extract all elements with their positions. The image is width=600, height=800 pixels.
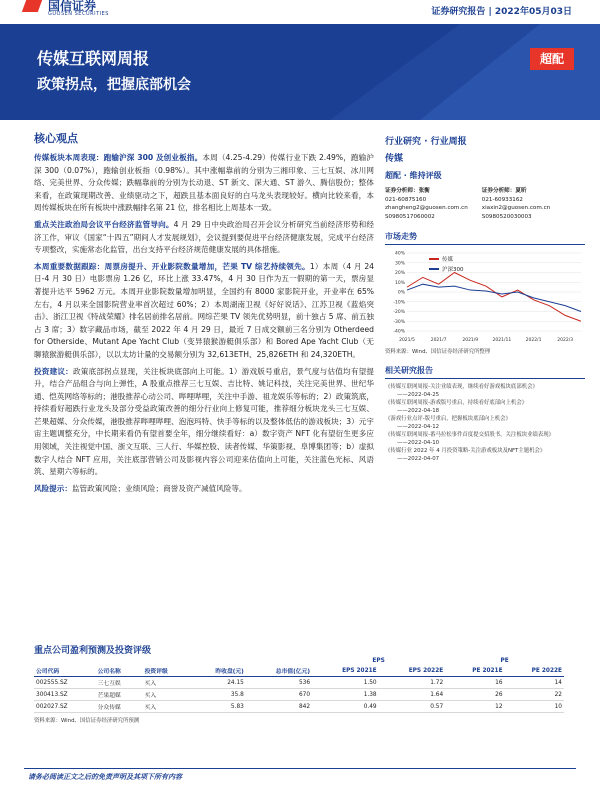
series-line-沪深300 [407,285,581,312]
analyst-email[interactable]: xiaxin2@guosen.com.cn [481,205,551,212]
related-report-title: 《传媒互联网周报-关注业绩表现，继续看好游戏板块底部机会》 [385,384,538,391]
report-type: 证券研究报告 [431,7,486,17]
related-report-date: ——2022-04-12 [397,424,440,431]
table-cell: 买入 [143,701,190,713]
y-tick-label: 40% [394,251,405,257]
x-tick-label: 2022/1 [525,338,542,344]
table-cell: 14 [505,677,564,689]
column-header: EPS 2022E [379,665,446,677]
legend-item [429,265,464,273]
column-header: PE 2022E [505,665,564,677]
table-cell: 0.57 [379,701,446,713]
column-header: 公司代码 [34,665,96,677]
series-line-传媒 [407,273,581,322]
related-report-date: ——2022-04-25 [397,392,440,399]
logo-subtitle: GUOSEN SECURITIES [48,11,109,17]
logo-mark [22,0,42,12]
column-header: EPS 2021E [312,665,379,677]
paragraph-data-tracking [34,261,374,362]
banner-decoration [0,24,600,120]
legend-label: 沪深300 [442,267,464,274]
table-cell: 002555.SZ [34,677,96,689]
table-cell: 35.8 [190,689,246,701]
table-cell: 300413.SZ [34,689,96,701]
logo-text: 国信证券 [48,0,97,13]
table-cell: 芒果超媒 [96,689,143,701]
column-header: PE 2021E [445,665,504,677]
group-pe: PE [500,658,509,664]
table-cell: 26 [445,689,504,701]
analyst-card [385,187,468,221]
footer-disclaimer: 请务必阅读正文之后的免责声明及其项下所有内容 [28,773,182,781]
title-banner [0,24,600,120]
table-cell: 1.64 [379,689,446,701]
related-report-date: ——2022-04-10 [397,440,440,447]
paragraph-lead: 风险提示： [34,483,72,493]
y-tick-label: 30% [394,261,405,267]
table-cell: 1.50 [312,677,379,689]
table-cell: 16 [445,677,504,689]
column-header: 公司名称 [96,665,143,677]
analyst-list [385,187,585,221]
related-report[interactable] [385,415,585,431]
table-row [34,701,564,713]
analyst-name: 证券分析师：张衡 [385,188,430,194]
related-report-date: ——2022-04-07 [397,456,440,463]
report-subtitle: 政策拐点，把握底部机会 [37,77,191,93]
table-row [34,677,564,689]
y-tick-label: -30% [393,320,405,326]
paragraph-performance [34,152,374,215]
x-tick-label: 2021/9 [462,338,479,344]
related-reports-title: 相关研究报告 [385,365,585,379]
forecast-table [34,657,564,713]
table-row [34,689,564,701]
y-tick-label: 10% [394,281,405,287]
table-cell: 12 [445,701,504,713]
table-cell: 买入 [143,689,190,701]
page-header [0,0,600,22]
table-cell: 0.49 [312,701,379,713]
column-header: 总市值(亿元) [246,665,312,677]
x-tick-label: 2022/3 [557,338,574,344]
analyst-email[interactable]: zhangheng2@guosen.com.cn [385,205,468,212]
sector-rating: 超配 · 维持评级 [385,171,442,180]
related-report-title: 《传媒行业 2022 年 4 月投资策略-关注游戏板块及NFT主题机会》 [385,448,546,455]
section-title: 核心观点 [34,132,78,145]
related-reports-list [385,383,585,463]
table-cell: 1.72 [379,677,446,689]
paragraph-body: 本周（4.25-4.29）传媒行业下跌 2.49%，跑输沪深 300（0.07%），跑输创业板指（0.98%）。其中涨幅靠前的分别为三湘印象、三七互娱、冰川网络、完美世界、分众传媒；跌幅靠前的分别为长动退、ST 新文、深大通、ST 游久、腾信股份；整体来看，在政策现期改善、业绩驱动之下，超跌且基本面良好的白马龙头表现较好。横向比较来看，本周传媒板块在所有板块中涨跌幅排名第 21 位，排名相比上周基本一致。 [34,153,375,213]
chart-source: 资料来源：Wind、国信证券经济研究所整理 [385,349,491,356]
report-category: 行业研究 · 行业周报 [385,137,467,147]
table-cell: 670 [246,689,312,701]
main-content [34,130,374,499]
analyst-cert: S0980517060002 [385,213,435,220]
market-trend-chart [385,249,585,345]
paragraph-lead: 投资建议： [34,366,73,376]
y-tick-label: -10% [393,300,405,306]
legend-label: 传媒 [442,257,454,264]
related-report[interactable] [385,399,585,415]
table-header [34,665,564,677]
table-source: 资料来源：Wind、国信证券经济研究所预测 [34,718,140,724]
legend-swatch [429,268,439,270]
table-cell: 1.38 [312,689,379,701]
table-cell: 002027.SZ [34,701,96,713]
paragraph-lead: 本周重要数据跟踪：周票房提升、开业影院数量增加，芒果 TV 综艺持续领先。 [34,261,310,271]
chart-legend [429,255,464,275]
y-tick-label: 20% [394,271,405,277]
paragraph-body: 监管政策风险；业绩风险；商誉及资产减值风险等。 [71,483,247,493]
group-eps: EPS [372,658,385,664]
legend-swatch [429,258,439,260]
related-report-date: ——2022-04-18 [397,408,440,415]
table-group-header [34,657,564,665]
chart-svg [385,249,585,345]
x-tick-label: 2021/7 [430,338,447,344]
paragraph-body: 4 月 29 日中央政治局召开会议分析研究当前经济形势和经济工作，审议《国家“十四五”期间人才发展规划》，会议提到要促进平台经济健康发展，完成平台经济专项整改，实施常态化监管，出台支持平台经济规范健康发展的具体措施。 [34,219,375,255]
market-trend-title: 市场走势 [385,231,585,245]
column-header: 投资评级 [143,665,190,677]
related-report-title: 《游戏行业点评-版号重启，把握板块底部向上机会》 [385,416,511,423]
paragraph-policy [34,219,374,257]
paragraph-body: 政策底部拐点显现，关注板块底部向上可能。1）游戏版号重启，景气度与估值均有望提升，结合产品组合与向上弹性，A 股重点推荐三七互娱、吉比特、姚记科技，关注完美世界、世纪华通、恺英网络等标的；港股推荐心动公司、哔哩哔哩，关注中手游、祖龙娱乐等标的；2）政策筑底，持续看好超跌行业龙头及部分受益政策改善的细分行业向上修复可能，推荐细分板块龙头三七互娱、芒果超媒、分众传媒，港股推荐哔哩哔哩、泡泡玛特、快手等标的以及整体低估的游戏板块；3）元宇宙主题调整充分，中长期来看仍有望首要全年，细分继续看好：a）数字资产 NFT 化有望衍生更多应用领域，关注视觉中国、浙文互联、三人行、华媒控股、读者传媒、华策影视、阜博集团等；b）虚拟数字人结合 NFT 应用，关注底部营销公司及影视内容公司迎来估值向上可能，关注蓝色光标、风语筑、星期六等标的。 [34,366,375,477]
paragraph-lead: 传媒板块本周表现：跑输沪深 300 及创业板指。 [34,153,203,162]
analyst-name: 证券分析师：夏昕 [481,188,527,194]
table-cell: 842 [246,701,312,713]
paragraph-lead: 重点关注政治局会议平台经济监管导向。 [34,219,174,229]
x-tick-label: 2021/5 [399,338,415,344]
analyst-phone: 021-60875160 [385,196,427,203]
related-report[interactable] [385,383,585,399]
table-cell: 三七互娱 [96,677,143,689]
table-title: 重点公司盈利预测及投资评级 [34,646,152,656]
related-report-title: 《传媒互联网周报-游戏版号重启，持续看好底部向上机会》 [385,400,528,407]
y-tick-label: -20% [393,310,405,316]
forecast-table-container [34,657,564,724]
related-report-title: 《传媒互联网周报-番马拉松事件首度提交招股书，关注板块业绩表现》 [385,432,555,439]
y-tick-label: -40% [393,329,405,335]
sidebar [385,130,585,463]
sector-name: 传媒 [385,154,404,164]
paragraph-investment [34,366,374,479]
table-cell: 22 [505,689,564,701]
paragraph-risk [34,483,374,496]
report-meta: 证券研究报告 | 2022年05月03日 [431,7,572,17]
analyst-phone: 021-60933162 [481,196,523,203]
related-report[interactable] [385,447,585,463]
rating-badge: 超配 [530,48,574,70]
paragraph-body: 1）本周（4 月 24 日-4 月 30 日）电影票房 1.26 亿，环比上涨 33.47%，4 月 30 日作为五一假期的第一天，票房显著提升达平 5962 万元。本周开业影院数量增加明显，全国约有 8000 家影院开业，开业率在 65%左右，4 月以来全国影院营业率首次超过 60%；2）本周湖南卫视《好好说话》、江苏卫视《蓝焰突击》、浙江卫视《特战荣耀》排名居前排名居前。网综芒果 TV 领先优势明显，前十独占 5 席、前五独占 3 席；3）数字藏品市场，截至 2022 年 4 月 29 日，最近 7 日成交额前三名分别为 Otherdeed for Otherside、Mutant Ape Yacht Club（变异猿猴游艇俱乐部）和 Bored Ape Yacht Club（无聊猿猴游艇俱乐部），以以太坊计量的交易额分别为 32,613ETH、25,826ETH 和 24,320ETH。 [34,261,375,359]
table-cell: 5.83 [190,701,246,713]
legend-item [429,255,464,263]
table-cell: 24.15 [190,677,246,689]
y-tick-label: 0% [397,290,405,296]
footer-divider [24,768,576,769]
table-cell: 536 [246,677,312,689]
analyst-cert: S0980520030003 [481,213,532,220]
column-header: 昨收盘(元) [190,665,246,677]
report-date: 2022年05月03日 [494,7,572,17]
table-cell: 分众传媒 [96,701,143,713]
table-cell: 买入 [143,677,190,689]
report-title: 传媒互联网周报 [37,49,150,68]
analyst-card [482,187,550,221]
x-tick-label: 2021/11 [492,338,512,344]
table-cell: 10 [505,701,564,713]
related-report[interactable] [385,431,585,447]
